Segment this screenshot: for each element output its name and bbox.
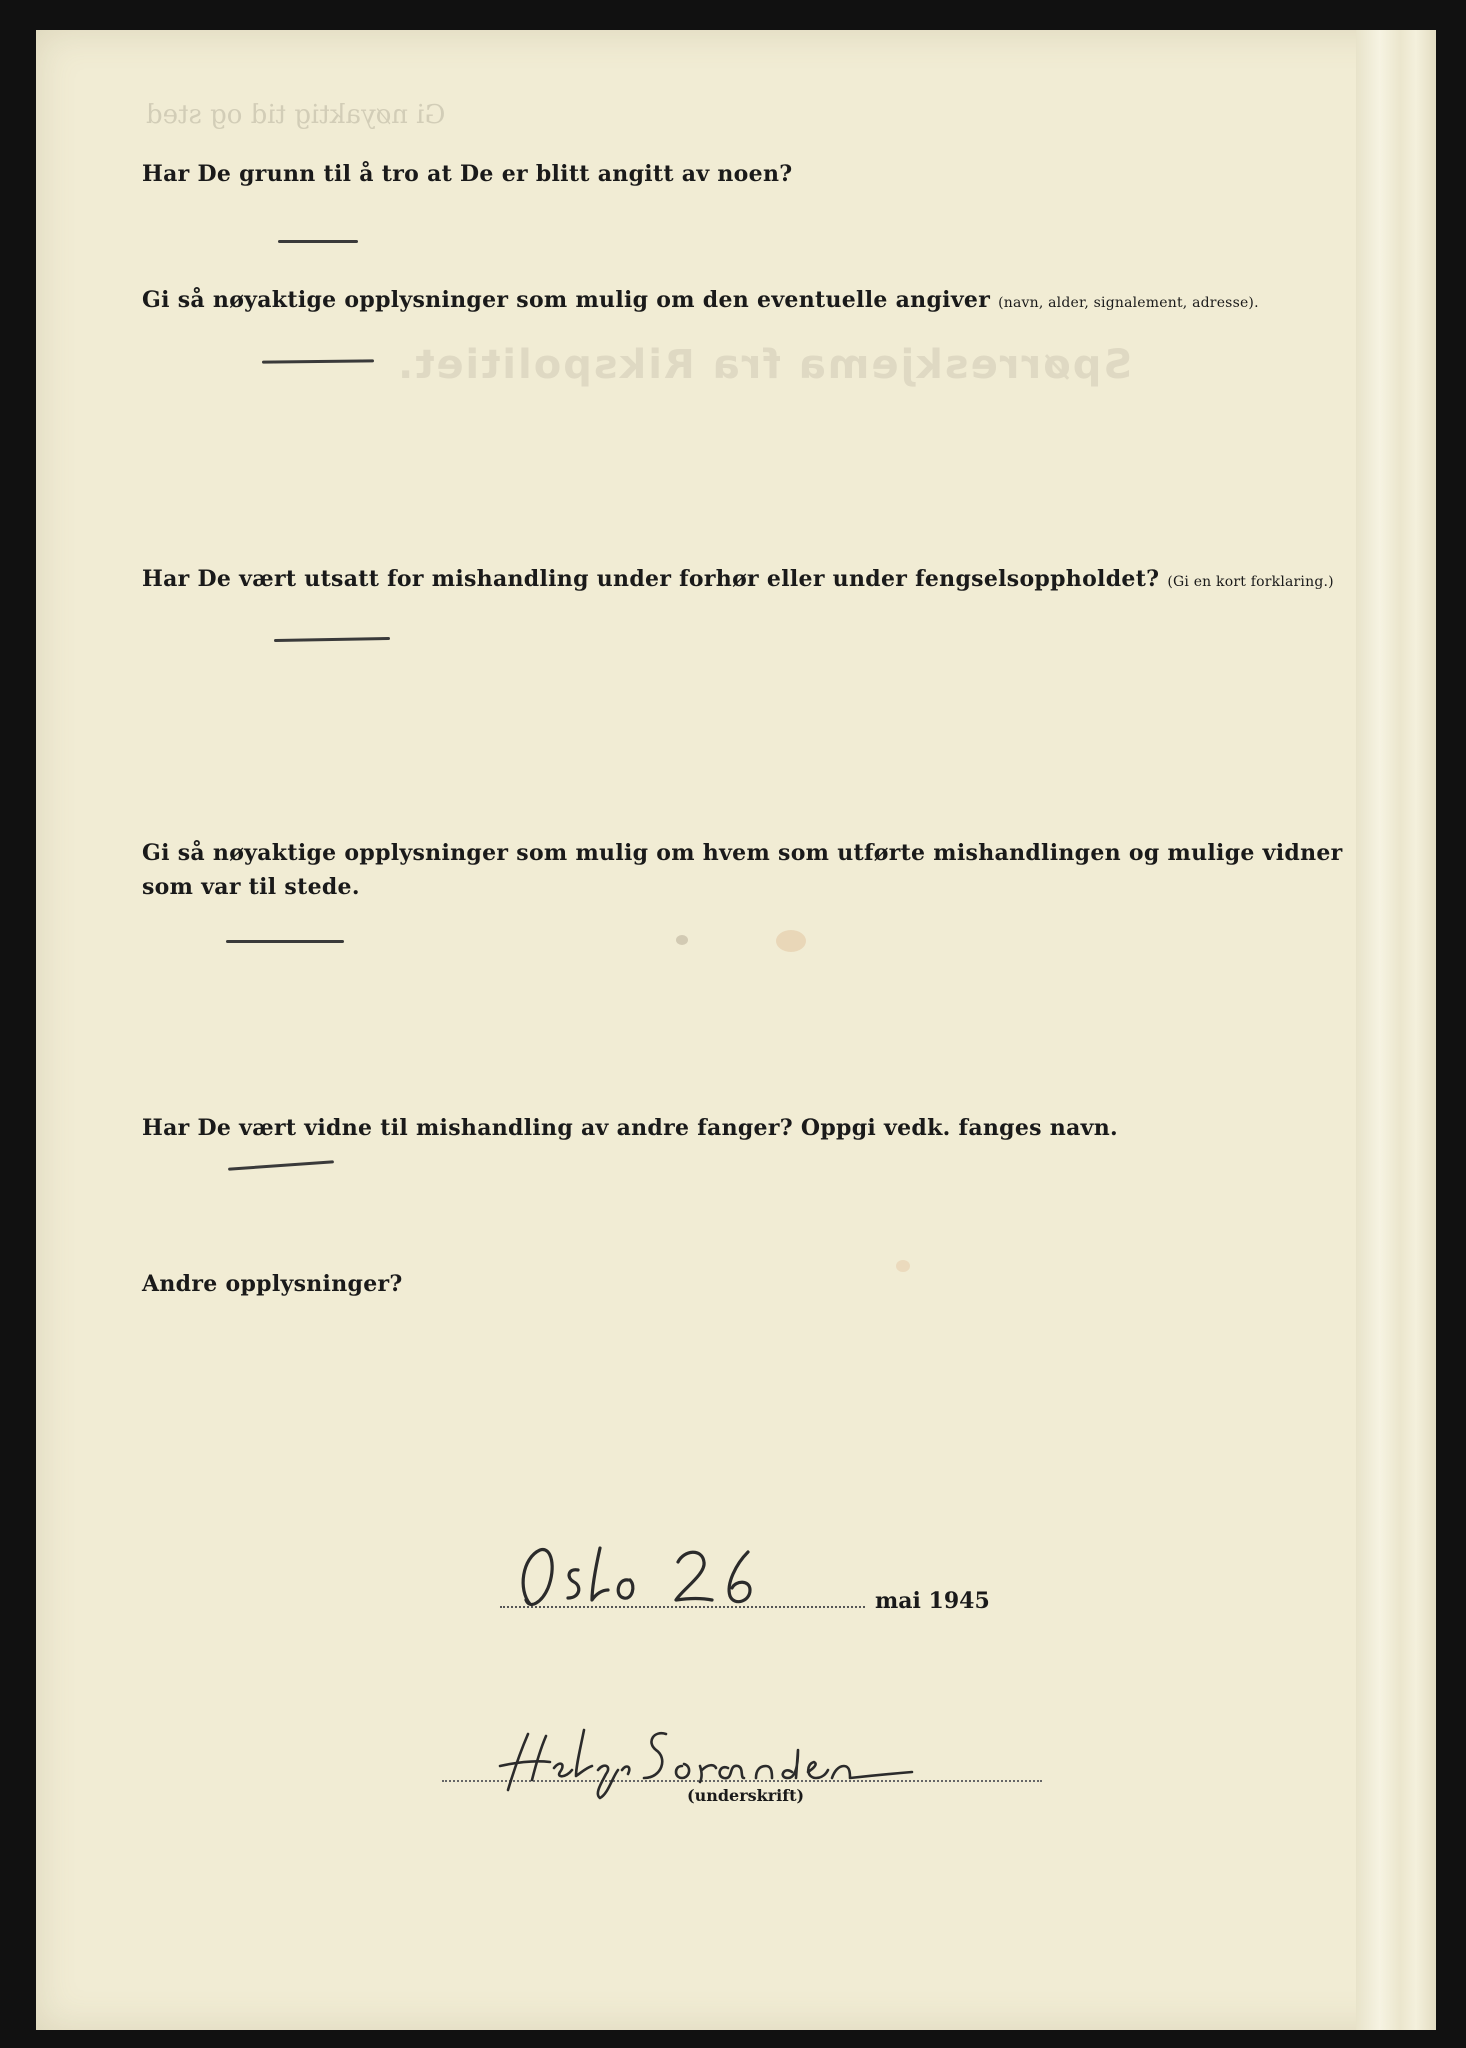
question-angitt bbox=[142, 157, 792, 191]
question-utforte bbox=[142, 836, 1352, 904]
signature-label: (underskrift) bbox=[687, 1786, 805, 1805]
signature-field bbox=[442, 1720, 1042, 1830]
answer-dash bbox=[278, 240, 358, 243]
handwritten-place-date bbox=[500, 1540, 800, 1620]
bleed-through-text: Gi nøyaktig tid og sted bbox=[146, 100, 446, 130]
question-text: Gi så nøyaktige opplysninger som mulig om den eventuelle angiver bbox=[142, 287, 991, 313]
bleed-through-heading: Spørreskjema fra Rikspolitiet. bbox=[396, 342, 1133, 388]
question-mishandling bbox=[142, 562, 1334, 599]
stain bbox=[676, 935, 688, 945]
question-text: Har De grunn til å tro at De er blitt angitt av noen? bbox=[142, 161, 793, 187]
stain bbox=[896, 1260, 910, 1272]
stain bbox=[776, 930, 806, 952]
question-text: Andre opplysninger? bbox=[142, 1271, 403, 1297]
answer-dash bbox=[226, 940, 344, 943]
question-angiver bbox=[142, 283, 1259, 320]
question-note: (navn, alder, signalement, adresse). bbox=[998, 295, 1259, 311]
question-andre bbox=[142, 1267, 403, 1301]
question-text: Har De vært utsatt for mishandling under forhør eller under fengselsoppholdet? bbox=[142, 566, 1160, 592]
question-text: Gi så nøyaktige opplysninger som mulig om hvem som utførte mishandlingen og mulige vidner som var til stede. bbox=[142, 840, 1343, 900]
place-date-field bbox=[500, 1540, 1020, 1620]
question-text: Har De vært vidne til mishandling av andre fanger? Oppgi vedk. fanges navn. bbox=[142, 1115, 1118, 1141]
question-note: (Gi en kort forklaring.) bbox=[1167, 574, 1334, 590]
date-printed: mai 1945 bbox=[875, 1588, 990, 1614]
question-vidne bbox=[142, 1111, 1118, 1145]
page-edge bbox=[1356, 30, 1436, 2030]
